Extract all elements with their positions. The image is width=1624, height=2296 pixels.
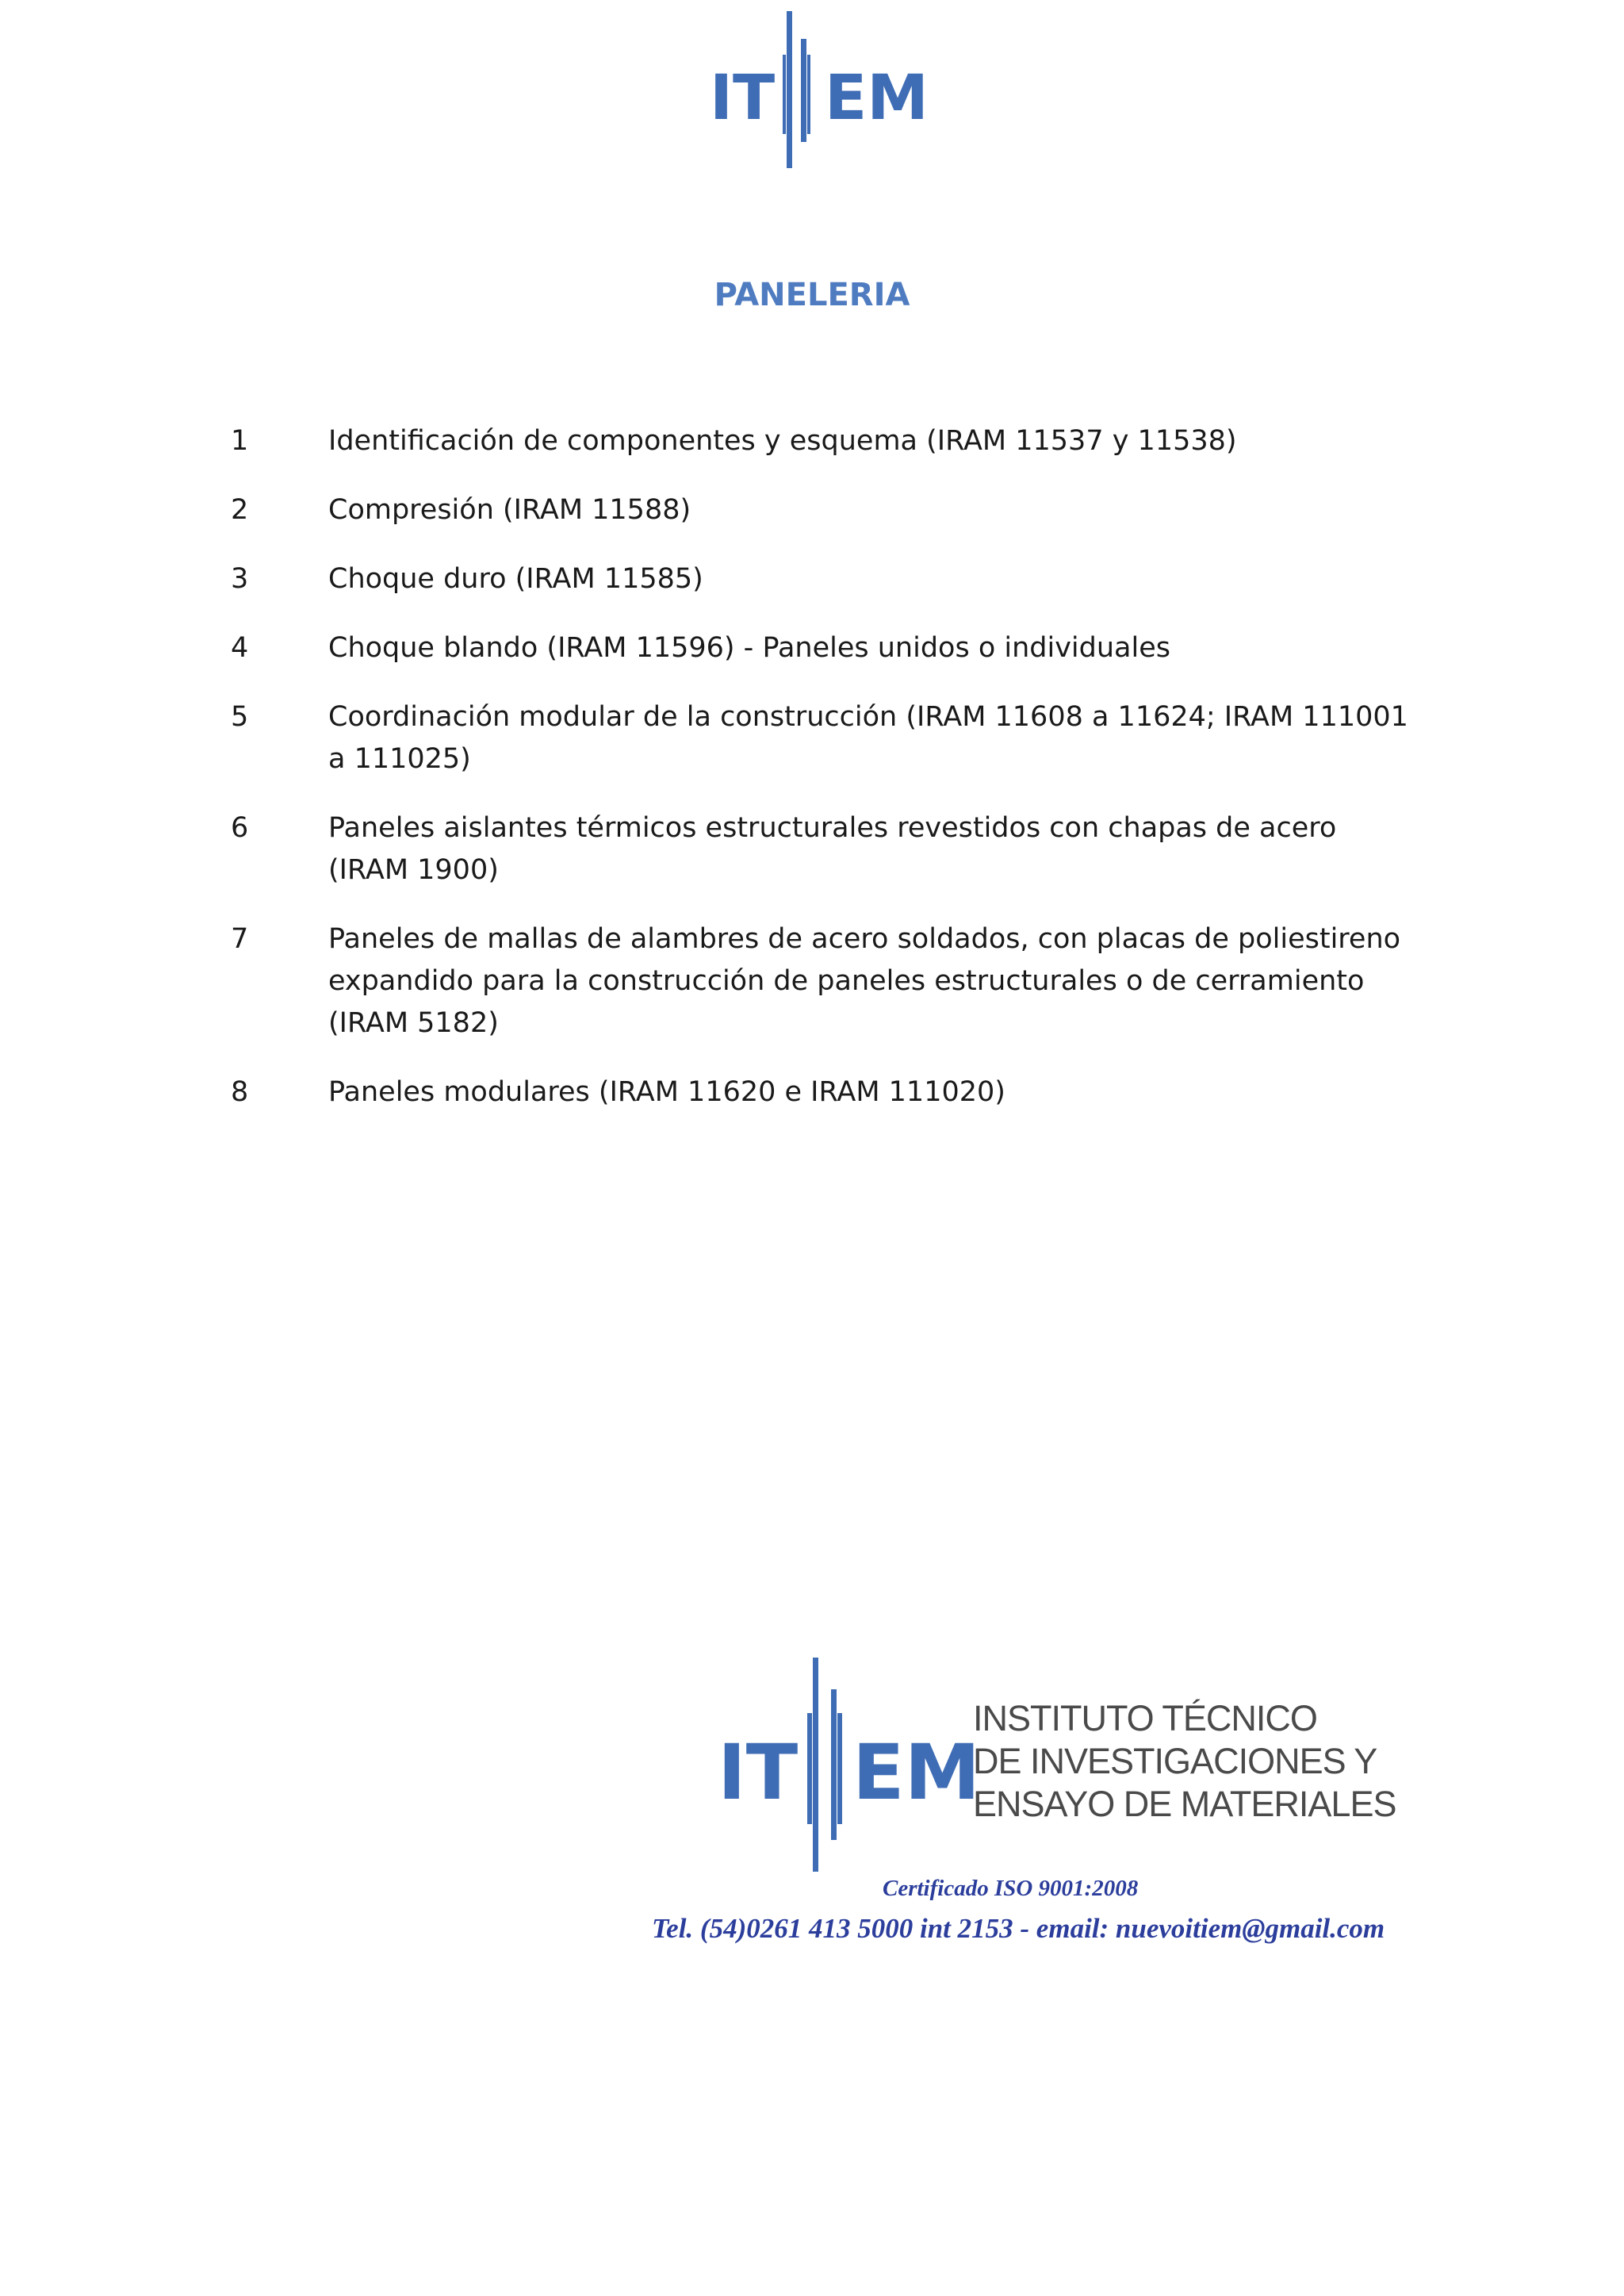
certification-text: Certificado ISO 9001:2008 — [883, 1876, 1139, 1901]
item-number: 2 — [231, 494, 249, 526]
footer-logo-text-em: EM — [852, 1728, 981, 1817]
contact-text: Tel. (54)0261 413 5000 int 2153 - email: nuevoitiem@gmail.com — [652, 1913, 1385, 1944]
logo-bar-left — [787, 11, 792, 168]
item-text: Paneles modulares (IRAM 11620 e IRAM 111020) — [328, 1076, 1005, 1108]
list-item — [231, 918, 1420, 1045]
institute-name-line: INSTITUTO TÉCNICO — [973, 1698, 1317, 1738]
item-text: Paneles aislantes térmicos estructurales revestidos con chapas de acero (IRAM 1900) — [328, 812, 1337, 886]
institute-name-line: ENSAYO DE MATERIALES — [973, 1784, 1396, 1824]
item-text: Coordinación modular de la construcción (IRAM 11608 a 11624; IRAM 111001 a 111025) — [328, 701, 1408, 775]
item-number: 5 — [231, 701, 249, 733]
list-item — [231, 489, 1420, 531]
institute-name-line: DE INVESTIGACIONES Y — [973, 1741, 1377, 1781]
item-text: Choque duro (IRAM 11585) — [328, 563, 703, 595]
item-text: Choque blando (IRAM 11596) - Paneles unidos o individuales — [328, 632, 1170, 664]
item-number: 6 — [231, 812, 249, 844]
header-logo — [710, 11, 928, 174]
footer-logo — [718, 1658, 1396, 1880]
item-number: 8 — [231, 1076, 249, 1108]
page-title: PANELERIA — [714, 277, 910, 313]
list-item — [231, 558, 1420, 600]
standards-list — [231, 420, 1420, 1140]
footer-logo-bar-right-thick — [837, 1713, 842, 1824]
logo-text-it: IT — [710, 63, 776, 134]
footer-logo-bar-left-thick — [807, 1713, 812, 1824]
footer-logo-bar-right — [831, 1689, 837, 1840]
footer-logo-bar-left — [813, 1658, 818, 1872]
logo-text-em: EM — [825, 63, 929, 134]
list-item — [231, 420, 1420, 462]
item-number: 3 — [231, 563, 249, 595]
item-text: Paneles de mallas de alambres de acero soldados, con placas de poliestireno expandido para la construcción de paneles estructurales o de cerramiento (IRAM 5182) — [328, 923, 1401, 1039]
list-item — [231, 627, 1420, 669]
item-text: Identificación de componentes y esquema (IRAM 11537 y 11538) — [328, 425, 1237, 457]
logo-bar-right-thick — [807, 55, 810, 134]
item-text: Compresión (IRAM 11588) — [328, 494, 691, 526]
item-number: 1 — [231, 425, 249, 457]
institute-name — [973, 1697, 1396, 1826]
logo-bar-right — [801, 39, 806, 142]
footer-logo-text-it: IT — [718, 1728, 799, 1817]
item-number: 7 — [231, 923, 249, 955]
list-item — [231, 1071, 1420, 1114]
list-item — [231, 807, 1420, 891]
item-number: 4 — [231, 632, 249, 664]
logo-bar-left-thick — [783, 55, 786, 134]
list-item — [231, 696, 1420, 780]
